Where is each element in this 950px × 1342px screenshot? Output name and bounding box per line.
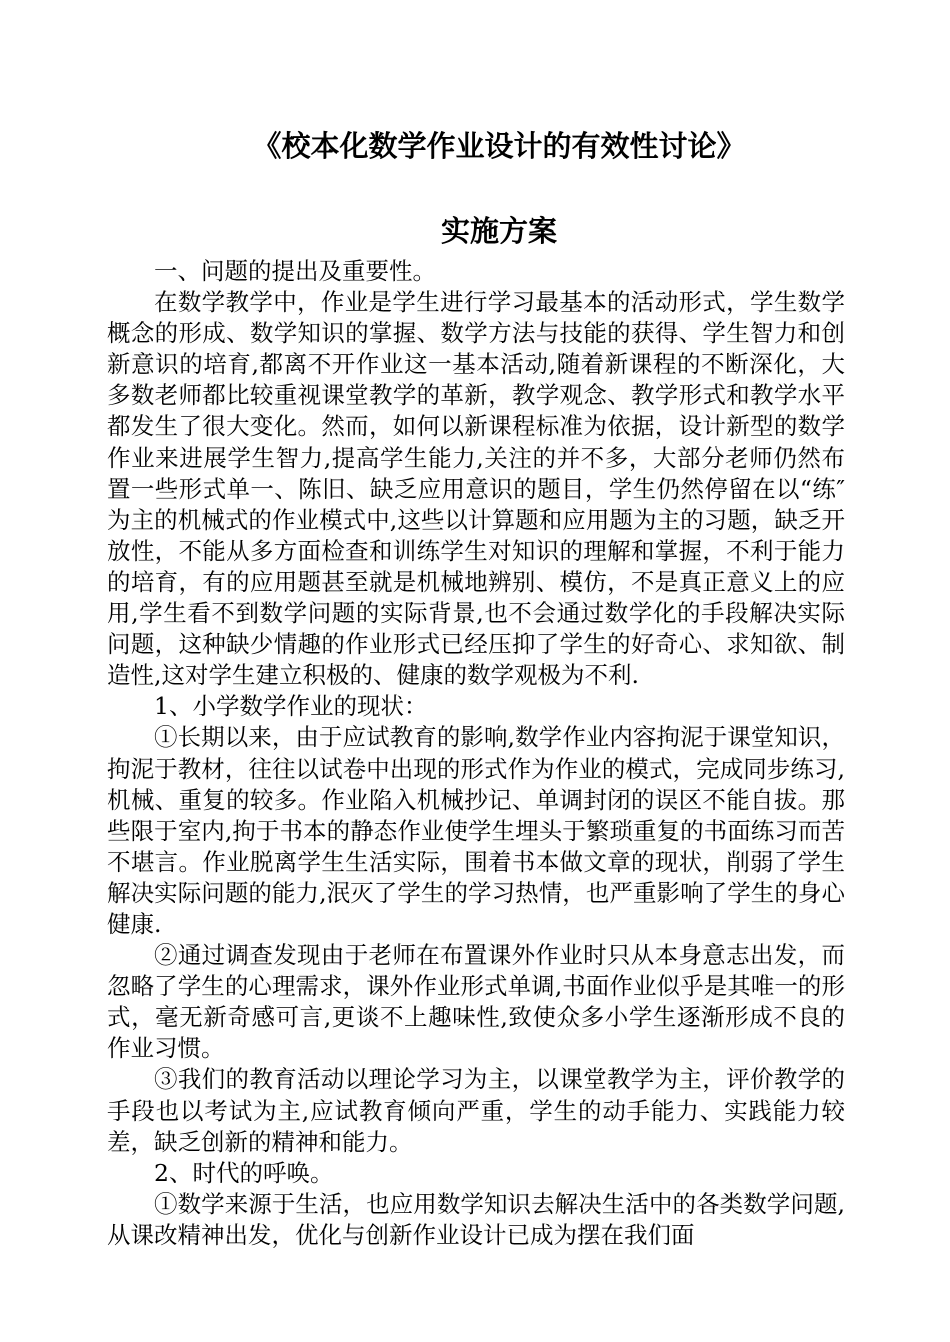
subsection-heading-era: 2、时代的呼唤。 (154, 1158, 334, 1187)
document-subtitle: 实施方案 (440, 214, 557, 248)
paragraph-status-3: ③我们的教育活动以理论学习为主，以课堂教学为主，评价教学的手段也以考试为主,应试教育倾向严重，学生的动手能力、实践能力较差，缺乏创新的精神和能力。 (107, 1065, 845, 1156)
paragraph-intro: 在数学教学中，作业是学生进行学习最基本的活动形式，学生数学概念的形成、数学知识的掌握、数学方法与技能的获得、学生智力和创新意识的培育,都离不开作业这一基本活动,随着新课程的不断深化，大多数老师都比较重视课堂教学的革新，教学观念、教学形式和教学水平都发生了很大变化。然而，如何以新课程标准为依据，设计新型的数学作业来进展学生智力,提高学生能力,关注的并不多，大部分老师仍然布置一些形式单一、陈旧、缺乏应用意识的题目，学生仍然停留在以“练″为主的机械式的作业模式中,这些以计算题和应用题为主的习题，缺乏开放性，不能从多方面检查和训练学生对知识的理解和掌握，不利于能力的培育，有的应用题甚至就是机械地辨别、模仿，不是真正意义上的应用,学生看不到数学问题的实际背景,也不会通过数学化的手段解决实际问题，这种缺少情趣的作业形式已经压抑了学生的好奇心、求知欲、制造性,这对学生建立积极的、健康的数学观极为不利. (107, 288, 845, 690)
document-title: 《校本化数学作业设计的有效性讨论》 (252, 129, 746, 163)
paragraph-status-2: ②通过调查发现由于老师在布置课外作业时只从本身意志出发，而忽略了学生的心理需求，课外作业形式单调,书面作业似乎是其唯一的形式，毫无新奇感可言,更谈不上趣味性,致使众多小学生逐渐形成不良的作业习惯。 (107, 941, 845, 1063)
paragraph-status-1: ①长期以来，由于应试教育的影响,数学作业内容拘泥于课堂知识，拘泥于教材，往往以试卷中出现的形式作为作业的模式，完成同步练习,机械、重复的较多。作业陷入机械抄记、单调封闭的误区不能自拔。那些限于室内,拘于书本的静态作业使学生埋头于繁琐重复的书面练习而苦不堪言。作业脱离学生生活实际，围着书本做文章的现状，削弱了学生解决实际问题的能力,泯灭了学生的学习热情，也严重影响了学生的身心健康. (107, 723, 845, 938)
subsection-heading-status: 1、小学数学作业的现状： (154, 692, 428, 721)
document-body (107, 256, 845, 1251)
section-heading-problem: 一、问题的提出及重要性。 (154, 257, 436, 285)
paragraph-era-1: ①数学来源于生活，也应用数学知识去解决生活中的各类数学问题,从课改精神出发，优化与创新作业设计已成为摆在我们面 (107, 1189, 845, 1249)
